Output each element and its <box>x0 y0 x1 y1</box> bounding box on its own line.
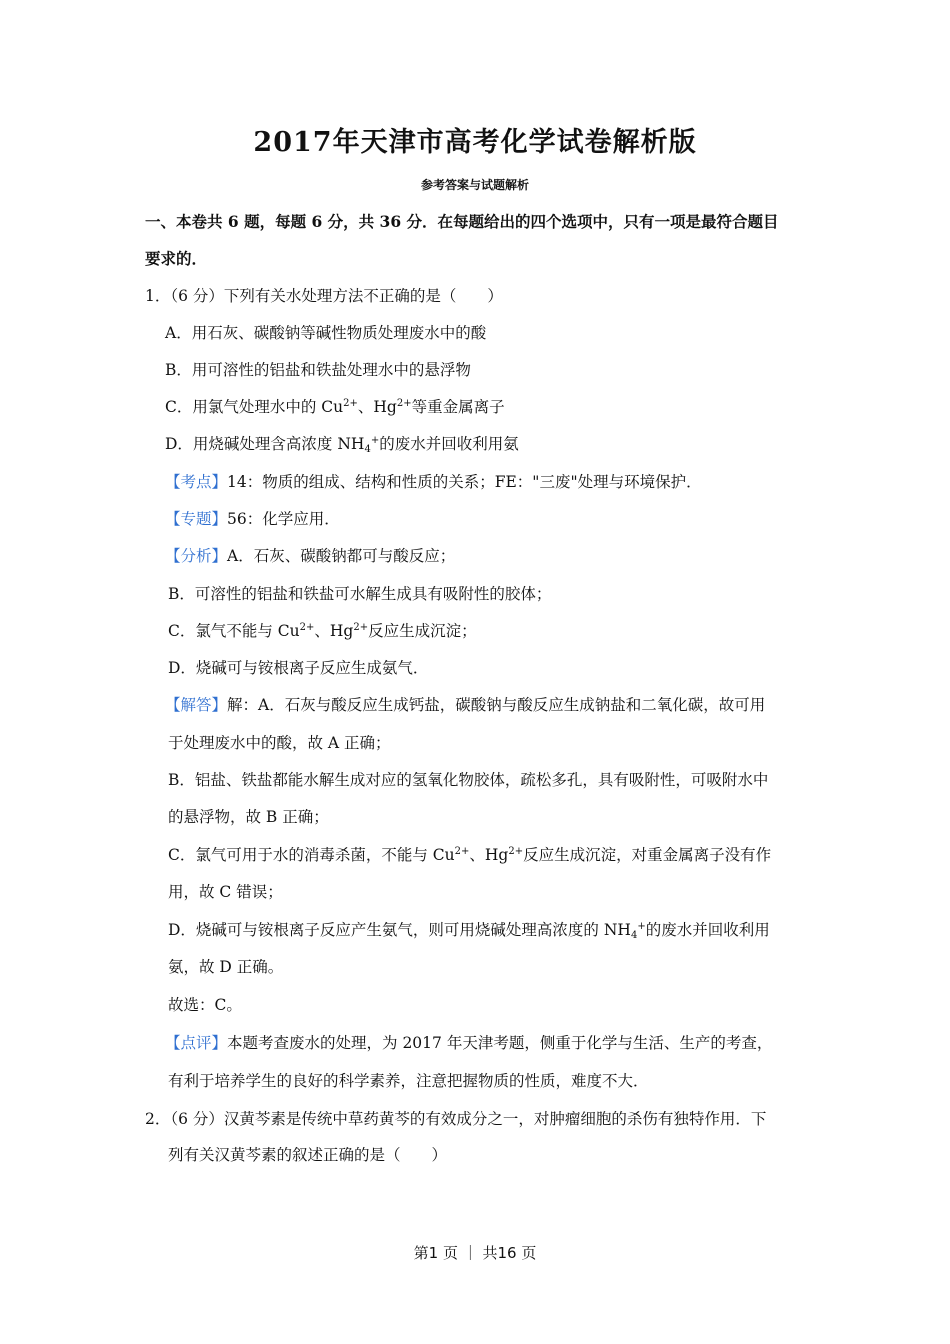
jieda-a2: 于处理废水中的酸，故 A 正确； <box>168 734 391 752</box>
superscript: 2+ <box>343 398 358 409</box>
text: C．用氯气处理水中的 Cu <box>165 398 344 416</box>
jieda-text: 解：A．石灰与酸反应生成钙盐，碳酸钠与酸反应生成钠盐和二氧化碳，故可用 <box>227 696 766 714</box>
section-heading-line1: 一、本卷共 6 题，每题 6 分，共 36 分．在每题给出的四个选项中，只有一项是最符合题目 <box>145 212 779 231</box>
answer: 故选：C。 <box>168 996 242 1014</box>
jieda-tag: 【解答】 <box>165 696 228 714</box>
fenxi-text: A．石灰、碳酸钠都可与酸反应； <box>227 547 456 565</box>
text: D．烧碱可与铵根离子反应产生氨气，则可用烧碱处理高浓度的 NH <box>168 921 631 939</box>
text: 反应生成沉淀； <box>368 622 477 640</box>
text: 、Hg <box>314 622 354 640</box>
superscript: 2+ <box>396 398 412 409</box>
page-footer: 第1 页 ｜ 共16 页 <box>413 1244 537 1262</box>
jieda-d1 <box>168 920 770 940</box>
superscript: + <box>637 921 646 932</box>
jieda-line <box>165 695 765 715</box>
fenxi-c <box>168 621 477 641</box>
fenxi-d: D．烧碱可与铵根离子反应生成氨气． <box>168 659 429 677</box>
dianping-line <box>165 1033 772 1053</box>
dianping-text: 本题考查废水的处理，为 2017 年天津考题，侧重于化学与生活、生产的考查， <box>227 1034 773 1052</box>
question-1-stem: 1．（6 分）下列有关水处理方法不正确的是（ ） <box>145 287 503 305</box>
question-2-stem-line1: 2．（6 分）汉黄芩素是传统中草药黄芩的有效成分之一，对肿瘤细胞的杀伤有独特作用．下 <box>145 1110 767 1128</box>
zhuanti-tag: 【专题】 <box>165 510 228 528</box>
subscript: 4 <box>630 930 638 941</box>
jieda-c1 <box>168 845 771 865</box>
superscript: 2+ <box>299 622 315 633</box>
text: 等重金属离子 <box>411 398 505 416</box>
text: D．用烧碱处理含高浓度 NH <box>165 435 365 453</box>
jieda-b1: B．铝盐、铁盐都能水解生成对应的氢氧化物胶体，疏松多孔，具有吸附性，可吸附水中 <box>168 771 769 789</box>
jieda-c2: 用，故 C 错误； <box>168 883 283 901</box>
superscript: 2+ <box>454 846 470 857</box>
text: C．氯气可用于水的消毒杀菌，不能与 Cu <box>168 846 455 864</box>
text: 的废水并回收利用氨 <box>379 435 519 453</box>
text: 、Hg <box>357 398 397 416</box>
superscript: 2+ <box>353 622 369 633</box>
kaodian-text: 14：物质的组成、结构和性质的关系；FE："三废"处理与环境保护． <box>227 473 702 491</box>
question-2-stem-line2: 列有关汉黄芩素的叙述正确的是（ ） <box>168 1146 448 1164</box>
superscript: + <box>370 435 380 446</box>
section-heading-line2: 要求的． <box>145 249 208 268</box>
kaodian-tag: 【考点】 <box>165 473 228 491</box>
text: 、Hg <box>469 846 509 864</box>
fenxi-b: B．可溶性的铝盐和铁盐可水解生成具有吸附性的胶体； <box>168 585 552 603</box>
fenxi-line <box>165 546 455 566</box>
zhuanti-line <box>165 509 340 529</box>
text: 反应生成沉淀，对重金属离子没有作 <box>523 846 772 864</box>
dianping-tag: 【点评】 <box>165 1034 228 1052</box>
text: 的废水并回收利用 <box>645 921 770 939</box>
text: C．氯气不能与 Cu <box>168 622 300 640</box>
fenxi-tag: 【分析】 <box>165 547 228 565</box>
question-1-option-c <box>165 397 505 417</box>
question-1-option-d <box>165 434 519 454</box>
superscript: 2+ <box>508 846 524 857</box>
subscript: 4 <box>364 444 371 455</box>
question-1-option-a: A．用石灰、碳酸钠等碱性物质处理废水中的酸 <box>165 324 487 342</box>
page-title: 2017年天津市高考化学试卷解析版 <box>253 127 697 158</box>
dianping-line2: 有利于培养学生的良好的科学素养，注意把握物质的性质，难度不大． <box>168 1072 649 1090</box>
kaodian-line <box>165 472 702 492</box>
jieda-d2: 氨，故 D 正确。 <box>168 958 284 976</box>
zhuanti-text: 56：化学应用． <box>227 510 340 528</box>
question-1-option-b: B．用可溶性的铝盐和铁盐处理水中的悬浮物 <box>165 361 471 379</box>
jieda-b2: 的悬浮物，故 B 正确； <box>168 808 329 826</box>
page-subtitle: 参考答案与试题解析 <box>420 178 529 192</box>
